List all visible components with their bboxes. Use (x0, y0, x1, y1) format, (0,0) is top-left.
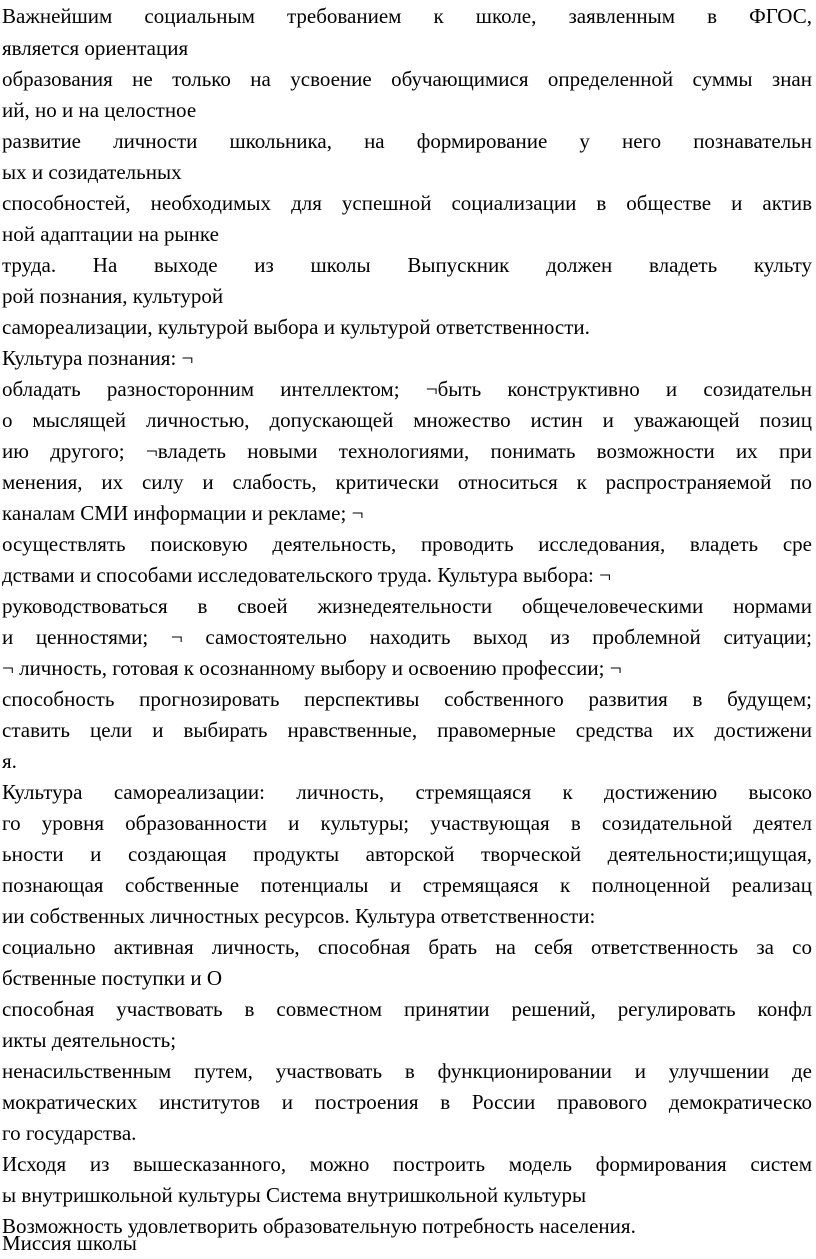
text-line: способная участвовать в совместном принятии решений, регулировать конфл (2, 997, 812, 1021)
text-line: ии собственных личностных ресурсов. Культура ответственности: (2, 904, 596, 928)
text-line: ьности и создающая продукты авторской творческой деятельности;ищущая, (2, 842, 812, 866)
text-line: ¬ личность, готовая к осознанному выбору и освоению профессии; ¬ (2, 656, 622, 680)
text-line: Исходя из вышесказанного, можно построить модель формирования систем (2, 1152, 812, 1176)
text-line: способность прогнозировать перспективы собственного развития в будущем; (2, 687, 812, 711)
text-line: дствами и способами исследовательского труда. Культура выбора: ¬ (2, 563, 611, 587)
text-line: познающая собственные потенциалы и стремящаяся к полноценной реализац (2, 873, 812, 897)
text-line: Миссия школы (2, 1231, 137, 1255)
text-line: Культура самореализации: личность, стремящаяся к достижению высоко (2, 780, 812, 804)
text-line: обладать разносторонним интеллектом; ¬быть конструктивно и созидательн (2, 377, 812, 401)
text-line: Важнейшим социальным требованием к школе, заявленным в ФГОС, (2, 4, 812, 28)
text-line: ию другого; ¬владеть новыми технологиями, понимать возможности их при (2, 439, 812, 463)
text-line: каналам СМИ информации и рекламе; ¬ (2, 501, 364, 525)
text-line: труда. На выходе из школы Выпускник должен владеть культу (2, 253, 812, 277)
text-line: руководствоваться в своей жизнедеятельности общечеловеческими нормами (2, 594, 812, 618)
text-line: способностей, необходимых для успешной социализации в обществе и актив (2, 191, 812, 215)
text-line: образования не только на усвоение обучающимися определенной суммы знан (2, 67, 812, 91)
text-line: о мыслящей личностью, допускающей множество истин и уважающей позиц (2, 408, 812, 432)
text-line: развитие личности школьника, на формирование у него познавательн (2, 129, 812, 153)
text-line: самореализации, культурой выбора и культурой ответственности. (2, 315, 590, 339)
text-line: рой познания, культурой (2, 284, 224, 308)
text-line: является ориентация (2, 36, 189, 60)
text-line: мократических институтов и построения в России правового демократическо (2, 1090, 812, 1114)
text-line: осуществлять поисковую деятельность, проводить исследования, владеть сре (2, 532, 812, 556)
text-line: го уровня образованности и культуры; участвующая в созидательной деятел (2, 811, 812, 835)
text-line: ий, но и на целостное (2, 98, 197, 122)
text-line: менения, их силу и слабость, критически относиться к распространяемой по (2, 470, 812, 494)
text-line: бственные поступки и О (2, 966, 223, 990)
text-line: социально активная личность, способная брать на себя ответственность за со (2, 935, 812, 959)
text-line: ставить цели и выбирать нравственные, правомерные средства их достижени (2, 718, 812, 742)
text-line: Возможность удовлетворить образовательную потребность населения. (2, 1214, 636, 1238)
text-line: го государства. (2, 1121, 137, 1145)
text-line: ной адаптации на рынке (2, 222, 219, 246)
text-line: ых и созидательных (2, 160, 182, 184)
text-line: я. (2, 749, 17, 773)
text-line: и ценностями; ¬ самостоятельно находить выход из проблемной ситуации; (2, 625, 812, 649)
text-line: ненасильственным путем, участвовать в функционировании и улучшении де (2, 1059, 812, 1083)
text-line: Культура познания: ¬ (2, 346, 194, 370)
text-line: ы внутришкольной культуры Система внутришкольной культуры (2, 1183, 587, 1207)
text-line: икты деятельность; (2, 1028, 177, 1052)
